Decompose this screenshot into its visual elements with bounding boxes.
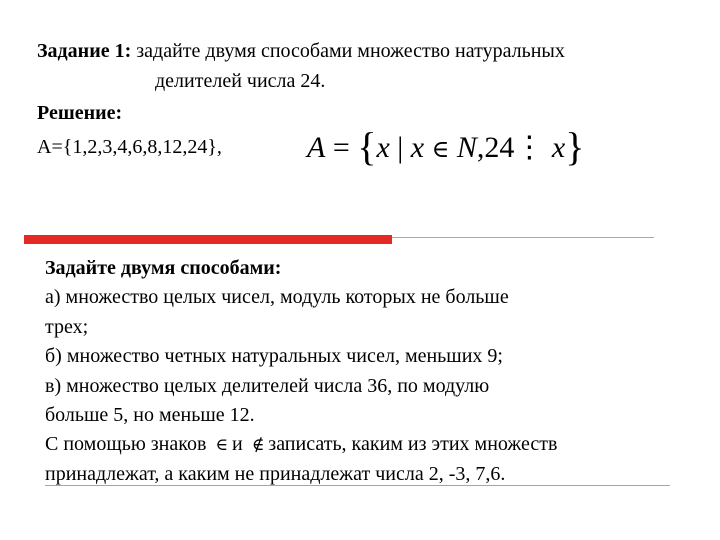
divides-icon: ⋮ <box>514 131 545 164</box>
formula-lhs: A <box>307 131 326 164</box>
formula-comma: , <box>476 131 485 164</box>
not-element-of-icon: ∉ <box>251 435 265 455</box>
formula-bar: | <box>397 131 404 164</box>
formula-var2: x <box>410 131 425 164</box>
exercise-block <box>45 254 695 489</box>
accent-divider <box>24 235 392 244</box>
final-conj: и <box>232 433 243 456</box>
formula-equals: = <box>332 131 350 164</box>
task-text-line2: делителей числа 24. <box>155 70 326 92</box>
exercise-final-line2: принадлежат, а каким не принадлежат числа 2, -3, 7,6. <box>45 462 506 485</box>
exercise-c-line1: в) множество целых делителей числа 36, по модулю <box>45 374 490 397</box>
task-label: Задание 1: <box>37 40 132 62</box>
set-builder-formula <box>307 124 584 173</box>
formula-divisor: x <box>551 131 566 164</box>
final-pre: С помощью знаков <box>45 433 207 456</box>
exercise-b: б) множество четных натуральных чисел, меньших 9; <box>45 345 503 368</box>
element-of-icon: ∈ <box>431 137 450 163</box>
exercise-final-line1 <box>45 430 695 459</box>
exercise-c-line2: больше 5, но меньше 12. <box>45 404 255 427</box>
exercise-a-line1: а) множество целых чисел, модуль которых не больше <box>45 286 509 309</box>
task-statement <box>37 36 697 96</box>
formula-number: 24 <box>484 131 515 164</box>
formula-naturals: N <box>456 131 477 164</box>
formula-close-brace: } <box>565 124 585 169</box>
solution-label: Решение: <box>37 102 123 124</box>
exercise-heading: Задайте двумя способами: <box>45 257 282 279</box>
set-listing: A={1,2,3,4,6,8,12,24}, <box>37 136 222 158</box>
task-text-line1: задайте двумя способами множество натуральных <box>131 40 565 62</box>
bottom-rule <box>45 485 670 486</box>
formula-var: x <box>376 131 390 164</box>
formula-open-brace: { <box>357 124 377 169</box>
exercise-a-line2: трех; <box>45 315 89 338</box>
final-post: записать, каким из этих множеств <box>268 433 558 456</box>
divider-rule <box>392 237 654 238</box>
element-of-icon: ∈ <box>215 435 228 455</box>
